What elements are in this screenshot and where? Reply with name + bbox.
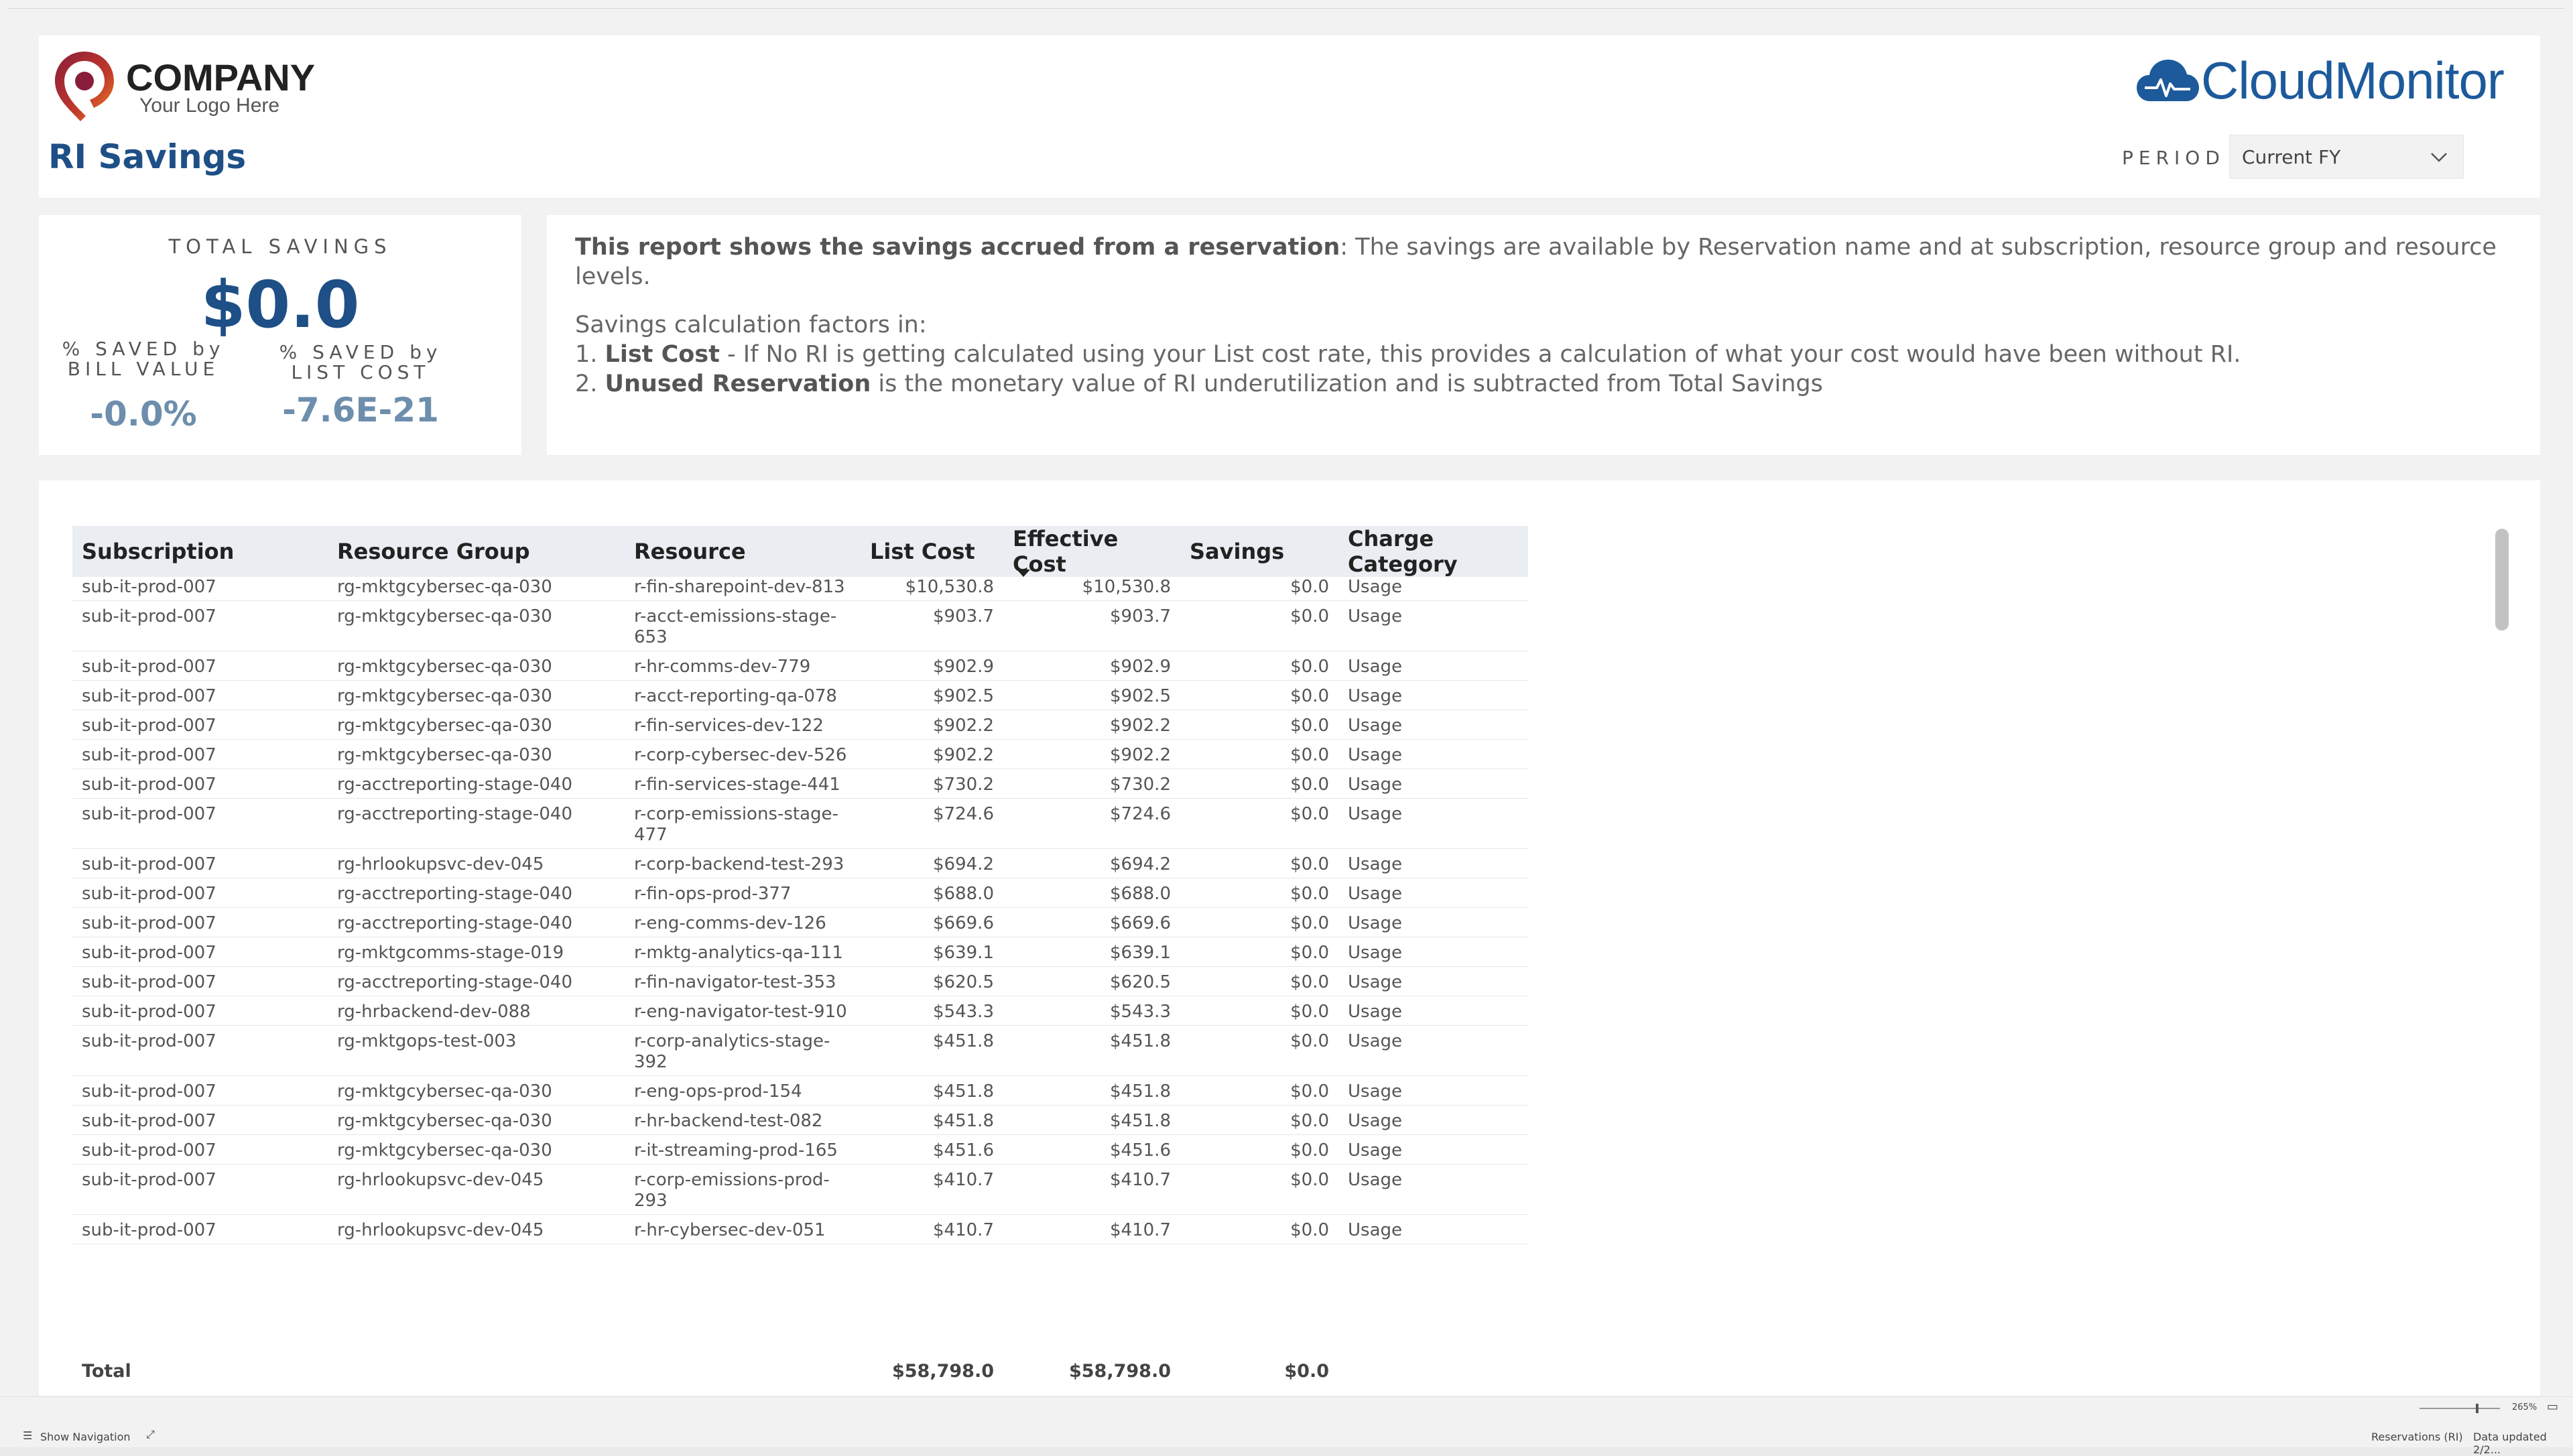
col-savings-cell: $0.0 <box>1180 1076 1338 1106</box>
col-resource-group-cell: rg-mktgcybersec-qa-030 <box>328 710 625 740</box>
col-savings-cell: $0.0 <box>1180 799 1338 849</box>
table-row[interactable] <box>72 601 1528 651</box>
col-effective-cost-cell: $10,530.8 <box>1003 572 1180 601</box>
col-list-cost-cell: $902.9 <box>861 651 1003 681</box>
col-resource-group-cell: rg-hrlookupsvc-dev-045 <box>328 849 625 878</box>
col-charge-category-cell: Usage <box>1338 681 1528 710</box>
brand-name: CloudMonitor <box>2201 51 2504 110</box>
col-subscription-header[interactable]: Subscription <box>82 539 235 564</box>
col-subscription-cell: sub-it-prod-007 <box>72 937 328 967</box>
col-savings-cell: $0.0 <box>1180 1165 1338 1215</box>
header-panel <box>39 36 2540 198</box>
cloud-heartbeat-icon <box>2135 54 2200 108</box>
col-charge-category-cell: Usage <box>1338 1106 1528 1135</box>
pct-saved-bill-label-line2: BILL VALUE <box>67 358 220 380</box>
col-subscription-cell: sub-it-prod-007 <box>72 1026 328 1076</box>
description-line-1-bold: This report shows the savings accrued from a reservation <box>575 234 1340 261</box>
description-panel <box>547 215 2540 455</box>
col-effective-cost-cell: $410.7 <box>1003 1165 1180 1215</box>
table-row[interactable] <box>72 710 1528 740</box>
col-effective-cost-cell: $902.2 <box>1003 710 1180 740</box>
description-line-3-bold: List Cost <box>605 341 720 368</box>
nav-menu-icon[interactable]: ☰ <box>23 1429 33 1442</box>
col-resource-cell: r-corp-analytics-stage-392 <box>625 1026 861 1076</box>
table-row[interactable] <box>72 967 1528 996</box>
col-resource-cell: r-fin-services-dev-122 <box>625 710 861 740</box>
col-resource-cell: r-it-streaming-prod-165 <box>625 1135 861 1165</box>
col-savings-cell: $0.0 <box>1180 572 1338 601</box>
col-effective-cost-cell: $451.6 <box>1003 1135 1180 1165</box>
table-row[interactable] <box>72 878 1528 908</box>
col-resource-cell: r-eng-comms-dev-126 <box>625 908 861 937</box>
col-effective-cost-cell: $902.2 <box>1003 740 1180 769</box>
col-charge-category-cell: Usage <box>1338 601 1528 651</box>
col-subscription-cell: sub-it-prod-007 <box>72 849 328 878</box>
col-subscription-cell: sub-it-prod-007 <box>72 908 328 937</box>
description-line-3 <box>575 340 2505 369</box>
col-charge-category-cell: Usage <box>1338 710 1528 740</box>
col-resource-group-cell: rg-acctreporting-stage-040 <box>328 799 625 849</box>
table-row[interactable] <box>72 937 1528 967</box>
page-title: RI Savings <box>48 137 247 176</box>
col-savings-cell: $0.0 <box>1180 937 1338 967</box>
col-subscription-cell: sub-it-prod-007 <box>72 1215 328 1244</box>
table-row[interactable] <box>72 681 1528 710</box>
col-list-cost-cell: $903.7 <box>861 601 1003 651</box>
col-resource-cell: r-eng-navigator-test-910 <box>625 996 861 1026</box>
col-resource-group-cell: rg-mktgcomms-stage-019 <box>328 937 625 967</box>
savings-table-total <box>72 1355 1528 1384</box>
pct-saved-bill-label <box>56 339 231 379</box>
table-row[interactable] <box>72 996 1528 1026</box>
table-row[interactable] <box>72 1026 1528 1076</box>
col-list-cost-cell: $451.6 <box>861 1135 1003 1165</box>
table-header-row <box>72 526 1528 577</box>
col-effective-cost-cell: $694.2 <box>1003 849 1180 878</box>
col-resource-cell: r-corp-emissions-stage-477 <box>625 799 861 849</box>
col-subscription-cell: sub-it-prod-007 <box>72 601 328 651</box>
col-charge-category-cell: Usage <box>1338 878 1528 908</box>
col-resource-group-cell: rg-mktgcybersec-qa-030 <box>328 681 625 710</box>
col-resource-group-total <box>328 1355 625 1384</box>
col-resource-group-cell: rg-mktgcybersec-qa-030 <box>328 740 625 769</box>
col-list-cost-cell: $451.8 <box>861 1026 1003 1076</box>
zoom-level: 265% <box>2512 1402 2537 1412</box>
col-subscription-cell: sub-it-prod-007 <box>72 651 328 681</box>
col-resource-group-cell: rg-mktgcybersec-qa-030 <box>328 651 625 681</box>
col-subscription-cell: sub-it-prod-007 <box>72 681 328 710</box>
col-resource-cell: r-fin-sharepoint-dev-813 <box>625 572 861 601</box>
col-list-cost-header[interactable]: List Cost <box>870 539 975 564</box>
col-charge-category-cell: Usage <box>1338 849 1528 878</box>
table-row[interactable] <box>72 849 1528 878</box>
col-effective-cost-cell: $451.8 <box>1003 1076 1180 1106</box>
col-list-cost-cell: $688.0 <box>861 878 1003 908</box>
col-charge-category-cell: Usage <box>1338 651 1528 681</box>
show-navigation-button[interactable]: Show Navigation <box>40 1431 131 1443</box>
col-charge-category-cell: Usage <box>1338 908 1528 937</box>
col-savings-cell: $0.0 <box>1180 710 1338 740</box>
page-name: Reservations (RI) <box>2371 1431 2463 1443</box>
col-effective-cost-total: $58,798.0 <box>1068 1361 1171 1382</box>
col-effective-cost-cell: $902.5 <box>1003 681 1180 710</box>
table-row[interactable] <box>72 769 1528 799</box>
col-resource-group-header[interactable]: Resource Group <box>337 539 530 564</box>
table-row[interactable] <box>72 651 1528 681</box>
col-subscription-cell: sub-it-prod-007 <box>72 1076 328 1106</box>
description-line-4-prefix: 2. <box>575 371 605 397</box>
col-resource-cell: r-acct-emissions-stage-653 <box>625 601 861 651</box>
savings-table-panel <box>39 480 2540 1396</box>
report-canvas <box>8 8 2565 1396</box>
col-subscription-cell: sub-it-prod-007 <box>72 572 328 601</box>
col-list-cost-cell: $724.6 <box>861 799 1003 849</box>
col-charge-category-cell: Usage <box>1338 996 1528 1026</box>
table-scrollbar[interactable] <box>2495 529 2509 631</box>
col-savings-cell: $0.0 <box>1180 1135 1338 1165</box>
col-savings-cell: $0.0 <box>1180 908 1338 937</box>
col-resource-group-cell: rg-hrlookupsvc-dev-045 <box>328 1165 625 1215</box>
col-savings-cell: $0.0 <box>1180 996 1338 1026</box>
period-dropdown[interactable] <box>2229 135 2464 179</box>
col-subscription-cell: sub-it-prod-007 <box>72 710 328 740</box>
description-line-4 <box>575 369 2505 399</box>
col-effective-cost-cell: $669.6 <box>1003 908 1180 937</box>
col-subscription-cell: sub-it-prod-007 <box>72 740 328 769</box>
period-label: PERIOD <box>2122 147 2225 169</box>
col-resource-cell: r-acct-reporting-qa-078 <box>625 681 861 710</box>
col-effective-cost-cell: $724.6 <box>1003 799 1180 849</box>
description-line-1-rest: : The savings are available by Reservation name and at subscription, resource group and resource levels. <box>575 234 2497 290</box>
col-resource-cell: r-corp-cybersec-dev-526 <box>625 740 861 769</box>
pct-saved-list-label-line1: % SAVED by <box>279 341 442 363</box>
col-subscription-cell: sub-it-prod-007 <box>72 996 328 1026</box>
col-savings-total: $0.0 <box>1284 1361 1329 1382</box>
period-selected-value: Current FY <box>2242 146 2341 168</box>
col-charge-category-cell: Usage <box>1338 1215 1528 1244</box>
col-list-cost-cell: $902.2 <box>861 740 1003 769</box>
description-line-4-bold: Unused Reservation <box>605 371 871 397</box>
col-resource-cell: r-corp-emissions-prod-293 <box>625 1165 861 1215</box>
col-effective-cost-cell: $688.0 <box>1003 878 1180 908</box>
pct-saved-list-value: -7.6E-21 <box>282 391 439 429</box>
col-charge-category-cell: Usage <box>1338 1135 1528 1165</box>
col-charge-category-cell: Usage <box>1338 740 1528 769</box>
col-resource-cell: r-fin-services-stage-441 <box>625 769 861 799</box>
col-subscription-cell: sub-it-prod-007 <box>72 878 328 908</box>
col-resource-cell: r-fin-ops-prod-377 <box>625 878 861 908</box>
col-effective-cost-cell: $903.7 <box>1003 601 1180 651</box>
description-line-2: Savings calculation factors in: <box>575 312 927 338</box>
col-charge-category-cell: Usage <box>1338 572 1528 601</box>
col-effective-cost-cell: $451.8 <box>1003 1026 1180 1076</box>
col-resource-cell: r-hr-cybersec-dev-051 <box>625 1215 861 1244</box>
col-list-cost-total: $58,798.0 <box>891 1361 994 1382</box>
col-list-cost-cell: $410.7 <box>861 1215 1003 1244</box>
savings-table-body <box>72 572 1528 1244</box>
pct-saved-bill-label-line1: % SAVED by <box>62 338 225 360</box>
col-resource-group-cell: rg-acctreporting-stage-040 <box>328 769 625 799</box>
company-name: COMPANY <box>126 56 316 98</box>
col-effective-cost-cell: $620.5 <box>1003 967 1180 996</box>
data-updated: Data updated 2/2... <box>2473 1431 2547 1456</box>
col-list-cost-cell: $410.7 <box>861 1165 1003 1215</box>
col-charge-category-cell: Usage <box>1338 1076 1528 1106</box>
col-savings-cell: $0.0 <box>1180 849 1338 878</box>
savings-table-header <box>72 526 1528 577</box>
company-tagline: Your Logo Here <box>139 94 280 117</box>
description-line-3-rest: - If No RI is getting calculated using your List cost rate, this provides a calculation of what your cost would have been without RI. <box>719 341 2241 368</box>
table-body-scroll[interactable] <box>72 572 1528 1357</box>
col-resource-group-cell: rg-acctreporting-stage-040 <box>328 967 625 996</box>
col-savings-cell: $0.0 <box>1180 1106 1338 1135</box>
expand-icon[interactable]: ⤢ <box>146 1428 155 1441</box>
pct-saved-list-label-line2: LIST COST <box>291 361 430 383</box>
chevron-down-icon <box>2430 147 2448 166</box>
col-subscription-cell: sub-it-prod-007 <box>72 799 328 849</box>
col-charge-category-cell: Usage <box>1338 937 1528 967</box>
col-resource-group-cell: rg-hrlookupsvc-dev-045 <box>328 1215 625 1244</box>
col-subscription-cell: sub-it-prod-007 <box>72 1106 328 1135</box>
col-list-cost-cell: $451.8 <box>861 1076 1003 1106</box>
col-list-cost-cell: $451.8 <box>861 1106 1003 1135</box>
company-logo-icon <box>51 49 118 124</box>
zoom-slider-handle[interactable] <box>2476 1404 2478 1413</box>
zoom-slider-track[interactable] <box>2420 1408 2500 1409</box>
total-savings-value: $0.0 <box>200 267 360 342</box>
col-resource-group-cell: rg-mktgops-test-003 <box>328 1026 625 1076</box>
pct-saved-list-label <box>260 342 461 383</box>
total-savings-label: TOTAL SAVINGS <box>168 235 392 258</box>
col-resource-group-cell: rg-mktgcybersec-qa-030 <box>328 1076 625 1106</box>
col-savings-cell: $0.0 <box>1180 740 1338 769</box>
col-list-cost-cell: $639.1 <box>861 937 1003 967</box>
table-row[interactable] <box>72 1106 1528 1135</box>
col-savings-cell: $0.0 <box>1180 1215 1338 1244</box>
description-text <box>575 233 2505 399</box>
col-subscription-cell: sub-it-prod-007 <box>72 1135 328 1165</box>
col-savings-cell: $0.0 <box>1180 601 1338 651</box>
col-subscription-cell: sub-it-prod-007 <box>72 769 328 799</box>
col-list-cost-cell: $620.5 <box>861 967 1003 996</box>
col-resource-group-cell: rg-mktgcybersec-qa-030 <box>328 601 625 651</box>
col-savings-header[interactable]: Savings <box>1190 539 1285 564</box>
col-savings-cell: $0.0 <box>1180 1026 1338 1076</box>
col-resource-group-cell: rg-acctreporting-stage-040 <box>328 908 625 937</box>
col-list-cost-cell: $10,530.8 <box>861 572 1003 601</box>
col-list-cost-cell: $669.6 <box>861 908 1003 937</box>
col-effective-cost-cell: $543.3 <box>1003 996 1180 1026</box>
col-resource-total <box>625 1355 861 1384</box>
col-effective-cost-cell: $451.8 <box>1003 1106 1180 1135</box>
table-row[interactable] <box>72 1076 1528 1106</box>
col-resource-cell: r-hr-backend-test-082 <box>625 1106 861 1135</box>
col-resource-cell: r-corp-backend-test-293 <box>625 849 861 878</box>
col-savings-cell: $0.0 <box>1180 878 1338 908</box>
col-resource-cell: r-fin-navigator-test-353 <box>625 967 861 996</box>
col-savings-cell: $0.0 <box>1180 651 1338 681</box>
table-row[interactable] <box>72 740 1528 769</box>
col-charge-category-total <box>1338 1355 1528 1384</box>
col-subscription-cell: sub-it-prod-007 <box>72 967 328 996</box>
table-row[interactable] <box>72 908 1528 937</box>
table-row[interactable] <box>72 1165 1528 1215</box>
col-savings-cell: $0.0 <box>1180 681 1338 710</box>
col-subscription-cell: sub-it-prod-007 <box>72 1165 328 1215</box>
table-total-row <box>72 1355 1528 1386</box>
fit-page-icon[interactable]: ▭ <box>2547 1400 2559 1414</box>
table-row[interactable] <box>72 572 1528 601</box>
col-list-cost-cell: $730.2 <box>861 769 1003 799</box>
col-list-cost-cell: $902.5 <box>861 681 1003 710</box>
col-effective-cost-header[interactable]: Effective Cost <box>1013 526 1119 577</box>
col-savings-cell: $0.0 <box>1180 769 1338 799</box>
col-list-cost-cell: $694.2 <box>861 849 1003 878</box>
col-subscription-total: Total <box>82 1361 131 1382</box>
description-line-1 <box>575 233 2505 291</box>
col-charge-category-cell: Usage <box>1338 967 1528 996</box>
col-savings-cell: $0.0 <box>1180 967 1338 996</box>
col-resource-header[interactable]: Resource <box>634 539 746 564</box>
kpi-panel <box>39 215 521 455</box>
col-charge-category-cell: Usage <box>1338 1165 1528 1215</box>
description-line-4-rest: is the monetary value of RI underutilization and is subtracted from Total Savings <box>871 371 1823 397</box>
col-effective-cost-cell: $639.1 <box>1003 937 1180 967</box>
table-row[interactable] <box>72 1215 1528 1244</box>
status-bar <box>0 1396 2573 1456</box>
col-resource-group-cell: rg-mktgcybersec-qa-030 <box>328 1135 625 1165</box>
col-resource-cell: r-hr-comms-dev-779 <box>625 651 861 681</box>
col-resource-cell: r-eng-ops-prod-154 <box>625 1076 861 1106</box>
table-row[interactable] <box>72 1135 1528 1165</box>
col-effective-cost-cell: $730.2 <box>1003 769 1180 799</box>
description-line-3-prefix: 1. <box>575 341 605 368</box>
col-charge-category-cell: Usage <box>1338 1026 1528 1076</box>
col-charge-category-cell: Usage <box>1338 799 1528 849</box>
table-row[interactable] <box>72 799 1528 849</box>
col-resource-group-cell: rg-hrbackend-dev-088 <box>328 996 625 1026</box>
col-resource-group-cell: rg-acctreporting-stage-040 <box>328 878 625 908</box>
col-effective-cost-cell: $410.7 <box>1003 1215 1180 1244</box>
col-charge-category-cell: Usage <box>1338 769 1528 799</box>
col-resource-group-cell: rg-mktgcybersec-qa-030 <box>328 1106 625 1135</box>
col-list-cost-cell: $543.3 <box>861 996 1003 1026</box>
col-list-cost-cell: $902.2 <box>861 710 1003 740</box>
col-charge-category-header[interactable]: Charge Category <box>1348 526 1458 577</box>
col-effective-cost-cell: $902.9 <box>1003 651 1180 681</box>
col-resource-group-cell: rg-mktgcybersec-qa-030 <box>328 572 625 601</box>
pct-saved-bill-value: -0.0% <box>90 395 197 434</box>
col-resource-cell: r-mktg-analytics-qa-111 <box>625 937 861 967</box>
